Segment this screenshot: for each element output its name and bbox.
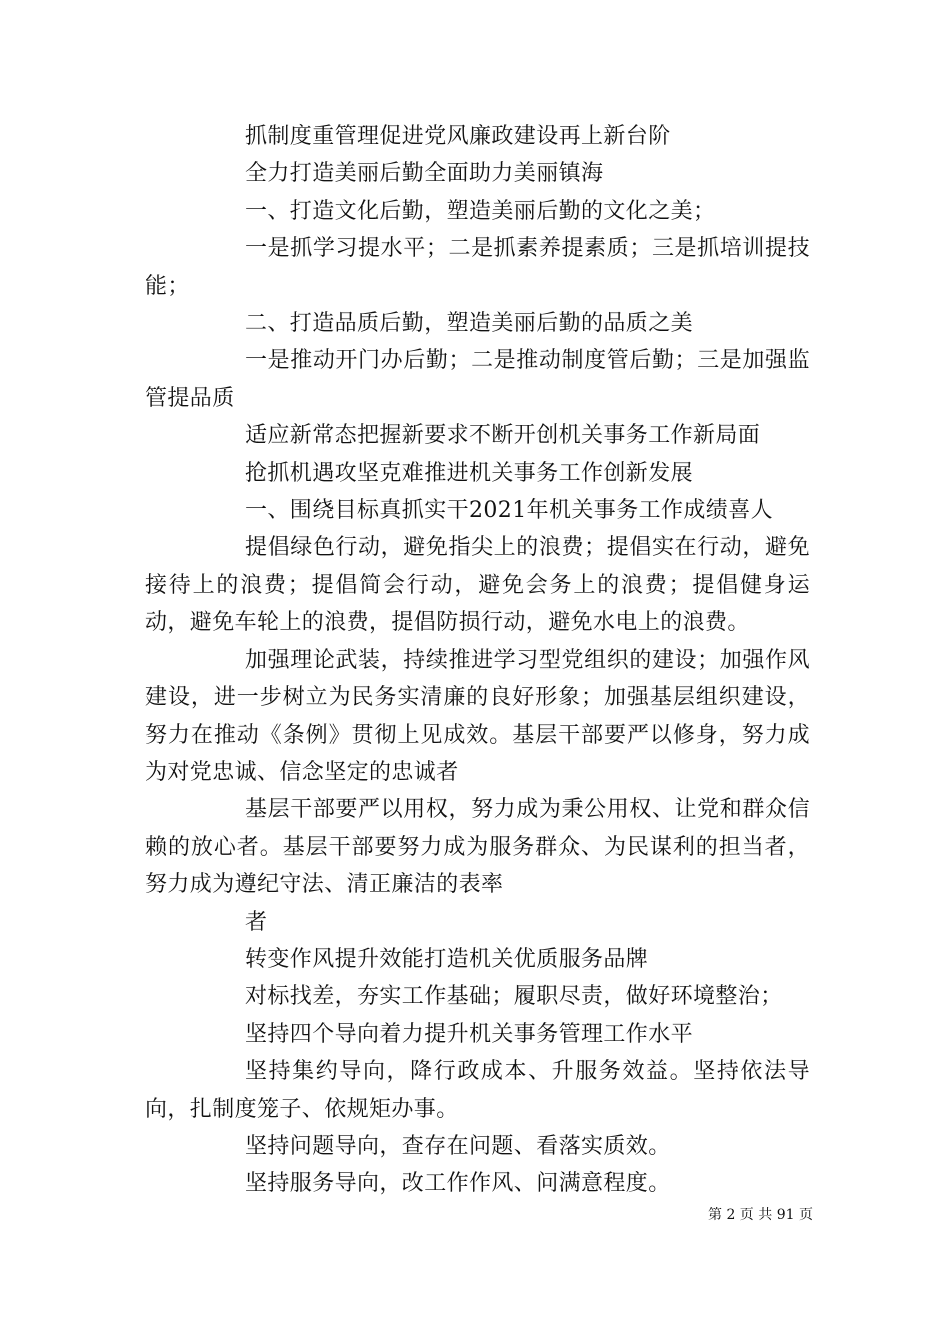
paragraph-4: 一是抓学习提水平；二是抓素养提素质；三是抓培训提技能； xyxy=(145,236,810,299)
paragraph-1: 抓制度重管理促进党风廉政建设再上新台阶 xyxy=(245,124,671,149)
paragraph-2: 全力打造美丽后勤全面助力美丽镇海 xyxy=(245,161,604,187)
paragraph-16: 坚持四个导向着力提升机关事务管理工作水平 xyxy=(245,1021,694,1047)
paragraph-19: 坚持服务导向，改工作作风、问满意程度。 xyxy=(245,1171,671,1197)
paragraph-5: 二、打造品质后勤，塑造美丽后勤的品质之美 xyxy=(245,311,694,337)
paragraph-11: 加强理论武装，持续推进学习型党组织的建设；加强作风建设，进一步树立为民务实清廉的良好形象；加强基层组织建设，努力在推动《条例》贯彻上见成效。基层干部要严以修身，努力成为对党忠诚、信念坚定的忠诚者 xyxy=(145,647,810,785)
page-number: 第 2 页 共 91 页 xyxy=(708,1207,813,1223)
paragraph-8: 抢抓机遇攻坚克难推进机关事务工作创新发展 xyxy=(245,460,694,486)
paragraph-6: 一是推动开门办后勤；二是推动制度管后勤；三是加强监管提品质 xyxy=(145,348,810,411)
paragraph-12: 基层干部要严以用权，努力成为秉公用权、让党和群众信赖的放心者。基层干部要努力成为服务群众、为民谋利的担当者，努力成为遵纪守法、清正廉洁的表率 xyxy=(145,797,810,898)
paragraph-13: 者 xyxy=(245,909,268,935)
paragraph-10: 提倡绿色行动，避免指尖上的浪费；提倡实在行动，避免接待上的浪费；提倡简会行动，避免会务上的浪费；提倡健身运动，避免车轮上的浪费，提倡防损行动，避免水电上的浪费。 xyxy=(145,535,810,636)
paragraph-18: 坚持问题导向，查存在问题、看落实质效。 xyxy=(245,1133,671,1159)
document-body xyxy=(145,118,810,1203)
paragraph-15: 对标找差，夯实工作基础；履职尽责，做好环境整治； xyxy=(245,984,783,1010)
paragraph-14: 转变作风提升效能打造机关优质服务品牌 xyxy=(245,946,649,972)
paragraph-3: 一、打造文化后勤，塑造美丽后勤的文化之美； xyxy=(245,198,716,224)
paragraph-9: 一、围绕目标真抓实干2021年机关事务工作成绩喜人 xyxy=(245,498,773,524)
paragraph-17: 坚持集约导向，降行政成本、升服务效益。坚持依法导向，扎制度笼子、依规矩办事。 xyxy=(145,1059,810,1122)
paragraph-7: 适应新常态把握新要求不断开创机关事务工作新局面 xyxy=(245,423,761,449)
